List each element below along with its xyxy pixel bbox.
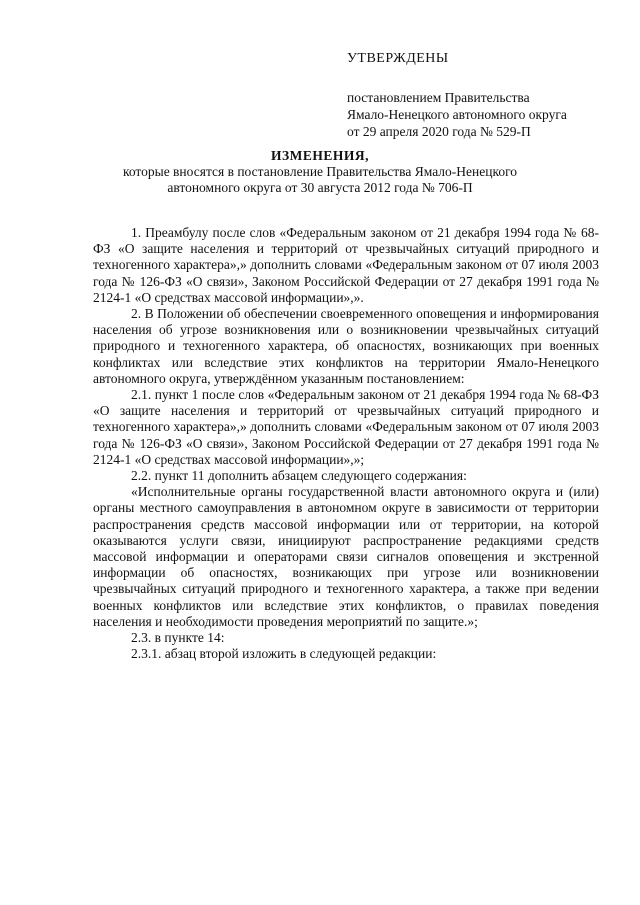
paragraph-2: 2. В Положении об обеспечении своевременного оповещения и информирования населения об угрозе возникновения или о возникновении чрезвычайных ситуаций природного и техногенного характера, об опасностях, возникающих при военных конфликтах или вследствие этих конфликтов на территории Ямало-Ненецкого автономного округа, утверждённом указанным постановлением: — [93, 306, 599, 386]
paragraph-2-3-1: 2.3.1. абзац второй изложить в следующей редакции: — [131, 646, 437, 662]
paragraph-2-2-quote: «Исполнительные органы государственной власти автономного округа и (или) органы местного самоуправления в автономном округе в зависимости от территории распространения средств массовой информации или от территории, на которой оказываются услуги связи, инициируют распространение редакциями средств массовой информации и операторами связи сигналов оповещения и экстренной информации об опасностях, возникающих при угрозе или возникновении чрезвычайных ситуаций природного и техногенного характера, а также при ведении военных конфликтов или вследствие этих конфликтов, о правилах поведения населения и необходимости проведения мероприятий по защите.»; — [93, 484, 599, 629]
approval-title: УТВЕРЖДЕНЫ — [347, 51, 449, 66]
paragraph-1: 1. Преамбулу после слов «Федеральным законом от 21 декабря 1994 года № 68-ФЗ «О защите населения и территорий от чрезвычайных ситуаций природного и техногенного характера»,» дополнить словами «Федеральным законом от 07 июля 2003 года № 126-ФЗ «О связи», Законом Российской Федерации от 27 декабря 1991 года № 2124-1 «О средствах массовой информации»,». — [93, 225, 599, 305]
approval-line-region: Ямало-Ненецкого автономного округа — [347, 107, 567, 122]
approval-block — [347, 50, 627, 140]
paragraph-2-1: 2.1. пункт 1 после слов «Федеральным законом от 21 декабря 1994 года № 68-ФЗ «О защите населения и территорий от чрезвычайных ситуаций природного и техногенного характера»,» дополнить словами «Федеральным законом от 07 июля 2003 года № 126-ФЗ «О связи», Законом Российской Федерации от 27 декабря 1991 года № 2124-1 «О средствах массовой информации»,»; — [93, 387, 599, 467]
document-subtitle-line: автономного округа от 30 августа 2012 года № 706-П — [167, 180, 473, 195]
document-heading: ИЗМЕНЕНИЯ, — [270, 148, 369, 163]
document-body — [93, 225, 599, 662]
approval-line-date: от 29 апреля 2020 года № 529-П — [347, 124, 531, 139]
document-title-block — [0, 147, 640, 196]
document-subtitle — [0, 164, 640, 196]
document-subtitle-line: которые вносятся в постановление Правительства Ямало-Ненецкого — [122, 164, 518, 179]
paragraph-2-2: 2.2. пункт 11 дополнить абзацем следующего содержания: — [131, 468, 467, 484]
paragraph-2-3: 2.3. в пункте 14: — [131, 630, 225, 646]
approval-line-decree: постановлением Правительства — [347, 90, 530, 105]
